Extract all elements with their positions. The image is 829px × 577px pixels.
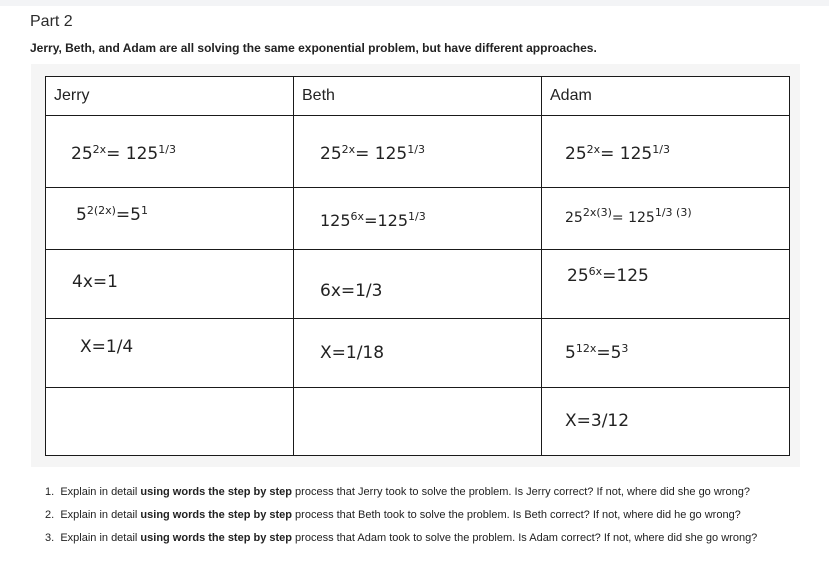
adam-step-2: $25^{2x(3)}= 125^{1/3 (3)}$: [542, 188, 790, 250]
question-list: [45, 484, 757, 553]
intro-text: Jerry, Beth, and Adam are all solving the same exponential problem, but have different approaches.: [30, 41, 597, 55]
top-divider: [0, 0, 829, 6]
adam-step-3: $25^{6x}=125$: [542, 250, 790, 319]
jerry-step-1: $25^{2x}= 125^{1/3}$: [46, 116, 294, 188]
adam-step-4: $5^{12x}=5^3$: [542, 319, 790, 388]
header-beth: Beth: [294, 77, 542, 116]
part-title: Part 2: [30, 13, 73, 30]
jerry-step-3: 4x=1: [46, 250, 294, 319]
beth-step-3: 6x=1/3: [294, 250, 542, 319]
beth-step-5: [294, 388, 542, 456]
adam-step-1: $25^{2x}= 125^{1/3}$: [542, 116, 790, 188]
question-2: 2. Explain in detail using words the step by step process that Beth took to solve the problem. Is Beth correct? If not, where did he go wrong?: [45, 509, 741, 521]
beth-step-4: X=1/18: [294, 319, 542, 388]
jerry-step-2: $5^{2(2x)}=5^1$: [46, 188, 294, 250]
solutions-table: [45, 76, 790, 456]
beth-step-2: $125^{6x}=125^{1/3}$: [294, 188, 542, 250]
question-3: 3. Explain in detail using words the step by step process that Adam took to solve the problem. Is Adam correct? If not, where did she go wrong?: [45, 532, 758, 544]
beth-step-1: $25^{2x}= 125^{1/3}$: [294, 116, 542, 188]
header-adam: Adam: [542, 77, 790, 116]
jerry-step-5: [46, 388, 294, 456]
question-1: 1. Explain in detail using words the step by step process that Jerry took to solve the problem. Is Jerry correct? If not, where did she go wrong?: [45, 486, 750, 498]
header-jerry: Jerry: [46, 77, 294, 116]
jerry-step-4: X=1/4: [46, 319, 294, 388]
adam-step-5: X=3/12: [542, 388, 790, 456]
